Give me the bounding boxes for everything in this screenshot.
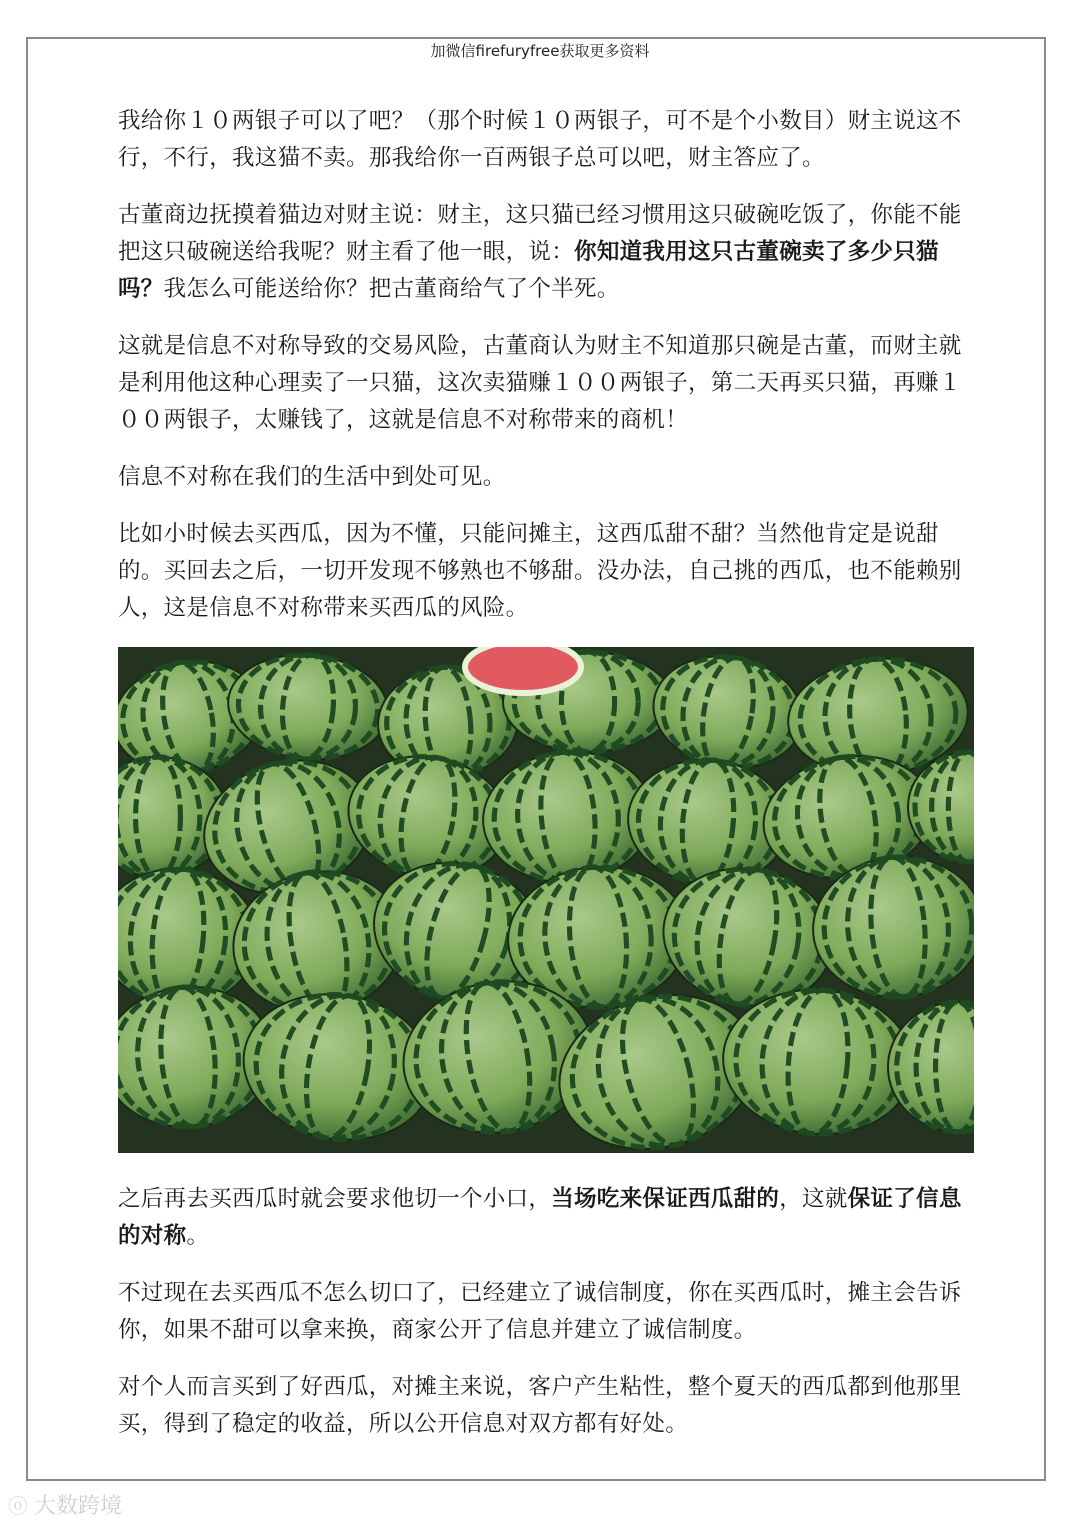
header-note: 加微信firefuryfree获取更多资料 bbox=[430, 42, 650, 60]
paragraphs-before-image bbox=[118, 103, 968, 627]
paragraph bbox=[118, 103, 968, 177]
text-segment: 古董商边抚摸着猫边对财主说：财主，这只猫已经习惯用这只破碗吃饭了，你能不能把这只破碗送给我呢？财主看了他一眼，说： bbox=[118, 202, 962, 265]
paragraph bbox=[118, 197, 968, 308]
text-segment: 我怎么可能送给你？把古董商给气了个半死。 bbox=[163, 276, 620, 302]
text-segment: 比如小时候去买西瓜，因为不懂，只能问摊主，这西瓜甜不甜？当然他肯定是说甜的。买回去之后，一切开发现不够熟也不够甜。没办法，自己挑的西瓜，也不能赖别人，这是信息不对称带来买西瓜的风险。 bbox=[118, 521, 962, 621]
text-segment: 不过现在去买西瓜不怎么切口了，已经建立了诚信制度，你在买西瓜时，摊主会告诉你，如果不甜可以拿来换，商家公开了信息并建立了诚信制度。 bbox=[118, 1280, 962, 1343]
cut-watermelon bbox=[465, 647, 581, 693]
document-body bbox=[118, 103, 968, 1463]
paragraphs-after-image bbox=[118, 1181, 968, 1443]
watermelon-photo bbox=[118, 647, 974, 1153]
text-segment: 这就是信息不对称导致的交易风险，古董商认为财主不知道那只碗是古董，而财主就是利用他这种心理卖了一只猫，这次卖猫赚１００两银子，第二天再买只猫，再赚１００两银子，太赚钱了，这就是信息不对称带来的商机！ bbox=[118, 333, 962, 433]
logo-icon: ⓞ bbox=[8, 1494, 28, 1518]
text-segment: 对个人而言买到了好西瓜，对摊主来说，客户产生粘性，整个夏天的西瓜都到他那里买，得到了稳定的收益，所以公开信息对双方都有好处。 bbox=[118, 1374, 962, 1437]
bold-text: 你知道我用这只古董碗卖了多少只猫吗？ bbox=[118, 239, 939, 302]
paragraph bbox=[118, 328, 968, 439]
bold-text: 当场吃来保证西瓜甜的 bbox=[551, 1186, 780, 1212]
text-segment: 我给你１０两银子可以了吧？（那个时候１０两银子，可不是个小数目）财主说这不行，不行，我这猫不卖。那我给你一百两银子总可以吧，财主答应了。 bbox=[118, 108, 962, 171]
text-segment: ，这就 bbox=[779, 1186, 848, 1212]
footer-watermark bbox=[8, 1489, 122, 1520]
brand-name: 大数跨境 bbox=[34, 1494, 123, 1519]
paragraph bbox=[118, 516, 968, 627]
paragraph bbox=[118, 1369, 968, 1443]
text-segment: 信息不对称在我们的生活中到处可见。 bbox=[118, 464, 506, 490]
paragraph bbox=[118, 1181, 968, 1255]
text-segment: 之后再去买西瓜时就会要求他切一个小口， bbox=[118, 1186, 552, 1212]
paragraph bbox=[118, 459, 968, 496]
watermelon-illustration bbox=[118, 647, 974, 1153]
text-segment: 。 bbox=[186, 1223, 210, 1249]
bold-text: 保证了信息的对称 bbox=[118, 1186, 962, 1249]
paragraph bbox=[118, 1275, 968, 1349]
